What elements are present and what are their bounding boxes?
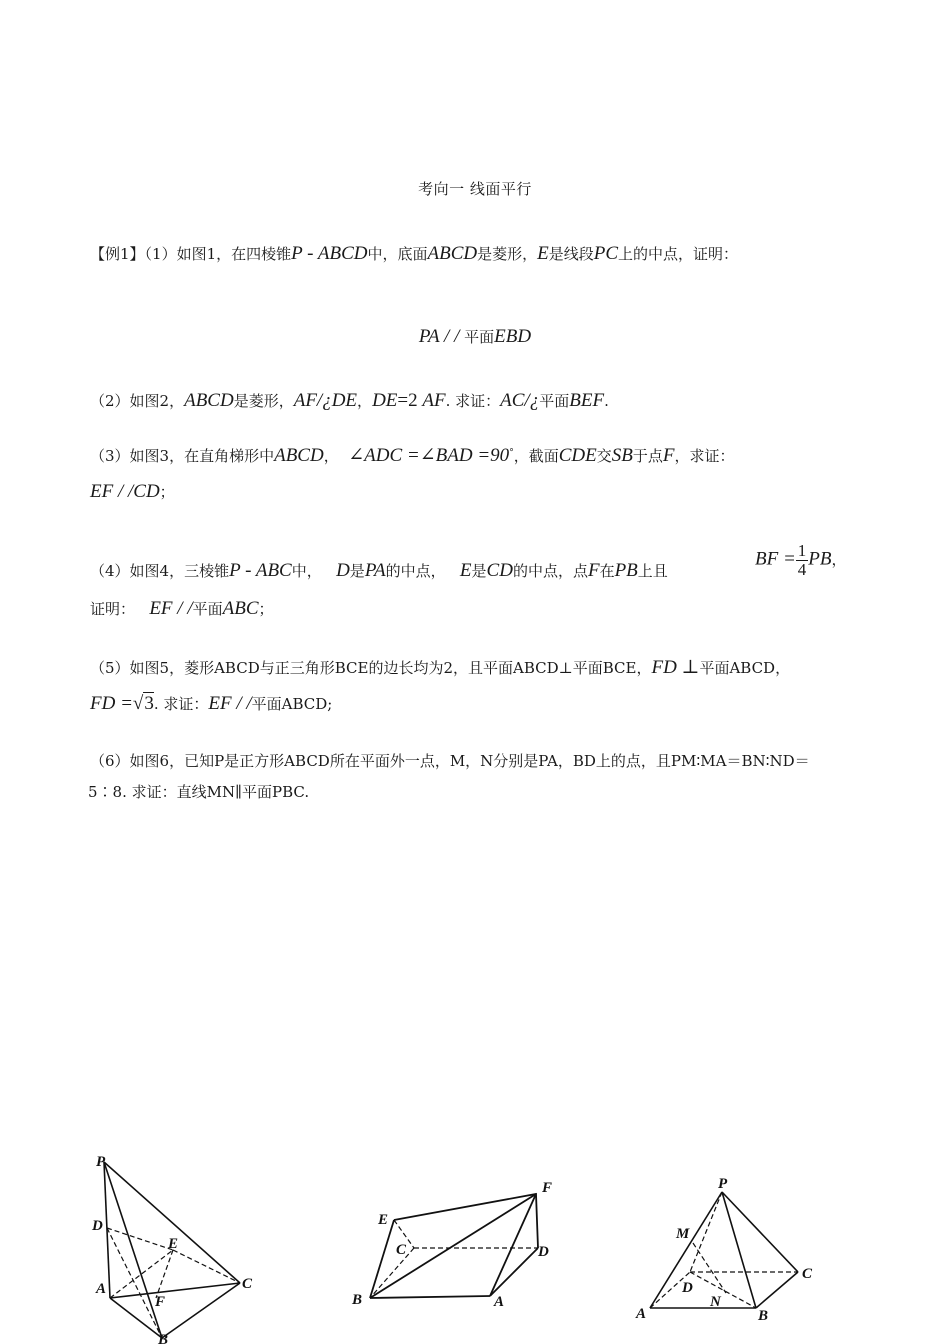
- problem-6: （6）如图6，已知P是正方形ABCD所在平面外一点，M，N分别是PA，BD上的点，且PM∶MA＝BN∶ND＝: [90, 752, 810, 770]
- fig2-label-a: A: [494, 1294, 505, 1310]
- problem-4: （4）如图4，三棱锥P - ABC中， D是PA的中点， E是CD的中点，点F在PB上且: [90, 560, 668, 581]
- fig1-label-c: C: [242, 1276, 253, 1292]
- fig2-label-e: E: [378, 1212, 389, 1228]
- figure-2: [340, 1172, 570, 1312]
- fig3-label-p: P: [718, 1176, 728, 1192]
- problem-3: （3）如图3，在直角梯形中ABCD， ∠ADC =∠BAD =90°，截面CDE交SB于点F，求证：: [90, 445, 735, 466]
- fig1-label-e: E: [168, 1236, 179, 1252]
- fig3-label-d: D: [682, 1280, 693, 1296]
- fig3-label-a: A: [636, 1306, 647, 1322]
- problem-4-proof: 证明： EF / /平面ABC；: [90, 598, 274, 619]
- example-tag: 【例1】: [90, 245, 145, 263]
- problem-1-conclusion: PA / / 平面EBD: [418, 326, 532, 347]
- problem-2: （2）如图2，ABCD是菱形，AF/¿DE，DE=2 AF. 求证：AC/¿平面BEF.: [90, 390, 609, 411]
- fig2-label-b: B: [352, 1292, 363, 1308]
- fig3-label-m: M: [676, 1226, 690, 1242]
- fig1-label-f: F: [155, 1294, 166, 1310]
- fig1-label-d: D: [92, 1218, 103, 1234]
- fig1-label-a: A: [96, 1281, 107, 1297]
- problem-6-line2: 5∶8. 求证：直线MN∥平面PBC.: [88, 783, 310, 801]
- fig3-label-c: C: [802, 1266, 813, 1282]
- fig2-label-f: F: [542, 1180, 553, 1196]
- fig1-label-p: P: [96, 1154, 106, 1170]
- fig1-label-b: B: [158, 1332, 169, 1344]
- fig2-label-c: C: [396, 1242, 407, 1258]
- figure-1: [80, 1148, 280, 1344]
- problem-5-line2: FD =√3. 求证：EF / /平面ABCD;: [90, 693, 333, 714]
- fig3-label-n: N: [710, 1294, 721, 1310]
- problem-4-fraction: BF = $\frac{1}{4}$ PB，: [755, 541, 847, 579]
- problem-5: （5）如图5，菱形ABCD与正三角形BCE的边长均为2，且平面ABCD⊥平面BCE，FD ⊥平面ABCD，: [90, 657, 791, 678]
- fig2-label-d: D: [538, 1244, 549, 1260]
- section-title: 考向一 线面平行: [418, 180, 532, 198]
- fraction: $\frac{1}{4}$: [797, 541, 807, 579]
- problem-3-conclusion: EF / /CD；: [90, 481, 175, 502]
- problem-1: 【例1】（1）如图1，在四棱锥P - ABCD中，底面ABCD是菱形，E是线段PC上的中点，证明：: [90, 243, 739, 264]
- figure-3: [630, 1172, 830, 1322]
- fig3-label-b: B: [758, 1308, 769, 1322]
